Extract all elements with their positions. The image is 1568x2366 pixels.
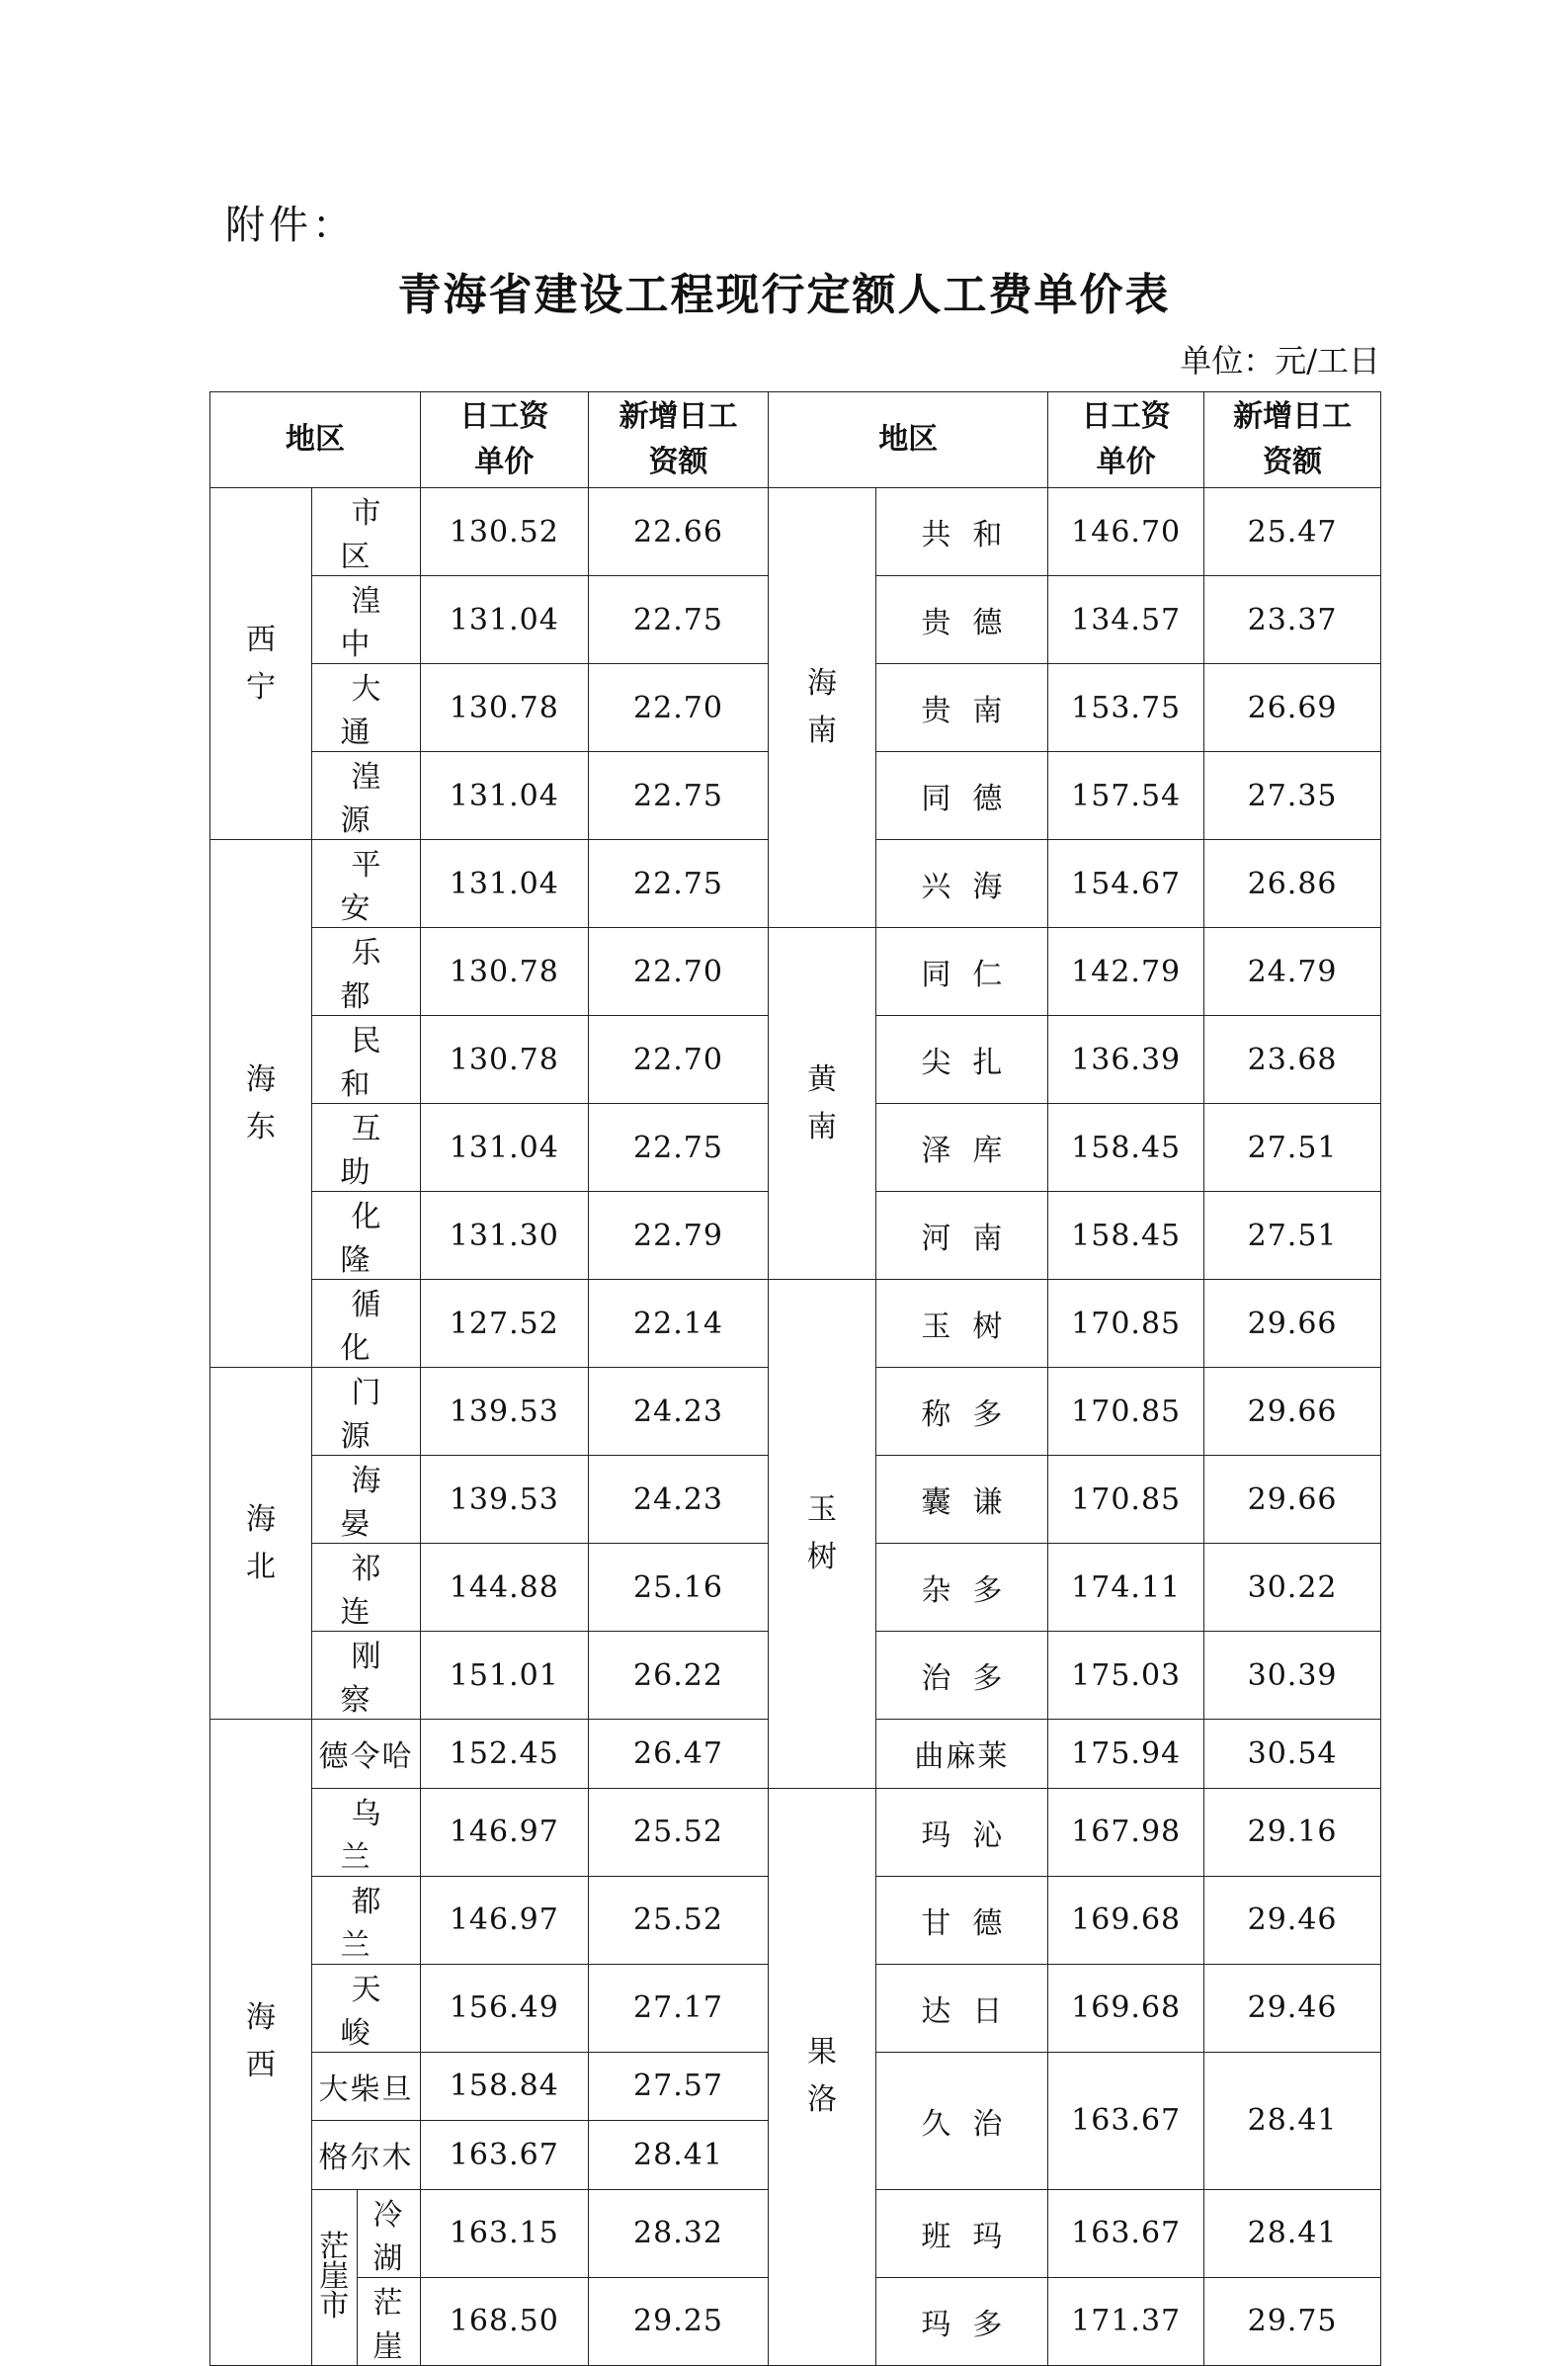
right-extra: 24.79 bbox=[1204, 928, 1381, 1016]
right-extra: 23.37 bbox=[1204, 576, 1381, 664]
left-wage: 139.53 bbox=[421, 1456, 588, 1544]
left-name: 茫崖 bbox=[357, 2277, 420, 2365]
right-wage: 158.45 bbox=[1048, 1192, 1204, 1280]
left-name: 市区 bbox=[311, 488, 420, 576]
right-name: 甘德 bbox=[875, 1876, 1048, 1964]
right-wage: 171.37 bbox=[1048, 2277, 1204, 2365]
left-name: 冷湖 bbox=[357, 2189, 420, 2277]
group-haidong: 海东 bbox=[210, 840, 312, 1368]
left-wage: 127.52 bbox=[421, 1280, 588, 1368]
right-extra: 29.16 bbox=[1204, 1788, 1381, 1876]
left-wage: 146.97 bbox=[421, 1876, 588, 1964]
left-extra: 22.75 bbox=[588, 840, 769, 928]
left-extra: 29.25 bbox=[588, 2277, 769, 2365]
right-name: 达日 bbox=[875, 1964, 1048, 2052]
header-new-wage-left: 新增日工资额 bbox=[588, 392, 769, 488]
left-extra: 22.66 bbox=[588, 488, 769, 576]
right-wage: 146.70 bbox=[1048, 488, 1204, 576]
left-extra: 22.75 bbox=[588, 752, 769, 840]
left-extra: 27.57 bbox=[588, 2052, 769, 2121]
right-wage: 174.11 bbox=[1048, 1544, 1204, 1632]
left-name: 门源 bbox=[311, 1368, 420, 1456]
left-extra: 25.52 bbox=[588, 1876, 769, 1964]
right-wage: 175.03 bbox=[1048, 1632, 1204, 1720]
right-wage: 163.67 bbox=[1048, 2189, 1204, 2277]
left-wage: 130.78 bbox=[421, 664, 588, 752]
right-wage: 169.68 bbox=[1048, 1964, 1204, 2052]
group-hainan: 海南 bbox=[769, 488, 875, 928]
group-mangya: 茫崖市 bbox=[311, 2189, 357, 2365]
table-row bbox=[210, 1788, 1381, 1876]
left-wage: 146.97 bbox=[421, 1788, 588, 1876]
left-name: 海晏 bbox=[311, 1456, 420, 1544]
left-wage: 151.01 bbox=[421, 1632, 588, 1720]
right-extra: 25.47 bbox=[1204, 488, 1381, 576]
left-extra: 28.41 bbox=[588, 2121, 769, 2190]
left-extra: 24.23 bbox=[588, 1368, 769, 1456]
group-xining: 西宁 bbox=[210, 488, 312, 840]
right-extra: 30.39 bbox=[1204, 1632, 1381, 1720]
left-wage: 158.84 bbox=[421, 2052, 588, 2121]
right-extra: 26.86 bbox=[1204, 840, 1381, 928]
table-row bbox=[210, 928, 1381, 1016]
right-name: 共和 bbox=[875, 488, 1048, 576]
left-wage: 131.04 bbox=[421, 576, 588, 664]
right-wage: 170.85 bbox=[1048, 1368, 1204, 1456]
left-extra: 26.22 bbox=[588, 1632, 769, 1720]
left-name: 德令哈 bbox=[311, 1720, 420, 1789]
attachment-label: 附件： bbox=[225, 203, 356, 248]
left-wage: 131.04 bbox=[421, 752, 588, 840]
header-new-wage-right: 新增日工资额 bbox=[1204, 392, 1381, 488]
left-name: 都兰 bbox=[311, 1876, 420, 1964]
right-extra: 29.75 bbox=[1204, 2277, 1381, 2365]
group-yushu: 玉树 bbox=[769, 1280, 875, 1789]
right-wage: 170.85 bbox=[1048, 1456, 1204, 1544]
left-wage: 144.88 bbox=[421, 1544, 588, 1632]
header-region-left: 地区 bbox=[210, 392, 421, 488]
right-wage: 142.79 bbox=[1048, 928, 1204, 1016]
left-name: 祁连 bbox=[311, 1544, 420, 1632]
right-name: 玛多 bbox=[875, 2277, 1048, 2365]
right-name: 杂多 bbox=[875, 1544, 1048, 1632]
right-wage: 136.39 bbox=[1048, 1016, 1204, 1104]
group-haixi: 海西 bbox=[210, 1720, 312, 2366]
left-name: 互助 bbox=[311, 1104, 420, 1192]
group-haibei: 海北 bbox=[210, 1368, 312, 1720]
left-wage: 130.78 bbox=[421, 928, 588, 1016]
header-daily-wage-left: 日工资单价 bbox=[421, 392, 588, 488]
right-extra: 29.46 bbox=[1204, 1876, 1381, 1964]
right-extra: 29.66 bbox=[1204, 1456, 1381, 1544]
right-name: 河南 bbox=[875, 1192, 1048, 1280]
left-extra: 28.32 bbox=[588, 2189, 769, 2277]
right-wage: 157.54 bbox=[1048, 752, 1204, 840]
table-row bbox=[210, 1280, 1381, 1368]
right-name: 贵南 bbox=[875, 664, 1048, 752]
right-extra: 30.54 bbox=[1204, 1720, 1381, 1789]
left-extra: 22.75 bbox=[588, 1104, 769, 1192]
header-region-right: 地区 bbox=[769, 392, 1048, 488]
right-wage: 153.75 bbox=[1048, 664, 1204, 752]
right-wage: 167.98 bbox=[1048, 1788, 1204, 1876]
left-extra: 27.17 bbox=[588, 1964, 769, 2052]
right-wage: 158.45 bbox=[1048, 1104, 1204, 1192]
left-extra: 22.75 bbox=[588, 576, 769, 664]
right-extra: 29.66 bbox=[1204, 1280, 1381, 1368]
left-name: 大柴旦 bbox=[311, 2052, 420, 2121]
right-name: 贵德 bbox=[875, 576, 1048, 664]
right-name: 尖扎 bbox=[875, 1016, 1048, 1104]
left-extra: 22.70 bbox=[588, 928, 769, 1016]
right-extra: 27.35 bbox=[1204, 752, 1381, 840]
left-extra: 25.16 bbox=[588, 1544, 769, 1632]
right-extra: 29.66 bbox=[1204, 1368, 1381, 1456]
left-name: 化隆 bbox=[311, 1192, 420, 1280]
right-name: 玉树 bbox=[875, 1280, 1048, 1368]
group-huangnan: 黄南 bbox=[769, 928, 875, 1280]
left-name: 民和 bbox=[311, 1016, 420, 1104]
left-wage: 168.50 bbox=[421, 2277, 588, 2365]
left-name: 平安 bbox=[311, 840, 420, 928]
left-wage: 131.04 bbox=[421, 1104, 588, 1192]
left-extra: 22.70 bbox=[588, 664, 769, 752]
left-name: 循化 bbox=[311, 1280, 420, 1368]
right-name: 曲麻莱 bbox=[875, 1720, 1048, 1789]
left-extra: 22.70 bbox=[588, 1016, 769, 1104]
left-name: 天峻 bbox=[311, 1964, 420, 2052]
left-extra: 22.14 bbox=[588, 1280, 769, 1368]
left-wage: 131.04 bbox=[421, 840, 588, 928]
right-extra: 28.41 bbox=[1204, 2189, 1381, 2277]
right-wage: 154.67 bbox=[1048, 840, 1204, 928]
right-wage: 134.57 bbox=[1048, 576, 1204, 664]
left-name: 湟中 bbox=[311, 576, 420, 664]
group-guoluo: 果洛 bbox=[769, 1788, 875, 2365]
left-wage: 152.45 bbox=[421, 1720, 588, 1789]
left-wage: 130.52 bbox=[421, 488, 588, 576]
right-name: 同德 bbox=[875, 752, 1048, 840]
left-extra: 26.47 bbox=[588, 1720, 769, 1789]
header-daily-wage-right: 日工资单价 bbox=[1048, 392, 1204, 488]
right-name: 玛沁 bbox=[875, 1788, 1048, 1876]
right-name: 治多 bbox=[875, 1632, 1048, 1720]
right-wage: 175.94 bbox=[1048, 1720, 1204, 1789]
header-row bbox=[210, 392, 1381, 488]
table-row bbox=[210, 488, 1381, 576]
right-extra: 26.69 bbox=[1204, 664, 1381, 752]
left-wage: 156.49 bbox=[421, 1964, 588, 2052]
right-extra: 23.68 bbox=[1204, 1016, 1381, 1104]
right-name: 称多 bbox=[875, 1368, 1048, 1456]
right-extra: 27.51 bbox=[1204, 1192, 1381, 1280]
wage-table bbox=[209, 391, 1381, 2366]
left-wage: 163.67 bbox=[421, 2121, 588, 2190]
left-name: 乐都 bbox=[311, 928, 420, 1016]
left-name: 乌兰 bbox=[311, 1788, 420, 1876]
unit-note: 单位：元/工日 bbox=[1180, 342, 1380, 380]
right-name: 班玛 bbox=[875, 2189, 1048, 2277]
right-name: 兴海 bbox=[875, 840, 1048, 928]
left-extra: 25.52 bbox=[588, 1788, 769, 1876]
left-name: 大通 bbox=[311, 664, 420, 752]
left-wage: 139.53 bbox=[421, 1368, 588, 1456]
right-name: 同仁 bbox=[875, 928, 1048, 1016]
left-wage: 163.15 bbox=[421, 2189, 588, 2277]
right-extra: 29.46 bbox=[1204, 1964, 1381, 2052]
left-name: 湟源 bbox=[311, 752, 420, 840]
right-name: 泽库 bbox=[875, 1104, 1048, 1192]
right-extra: 27.51 bbox=[1204, 1104, 1381, 1192]
document-title: 青海省建设工程现行定额人工费单价表 bbox=[397, 270, 1171, 320]
right-name: 久治 bbox=[875, 2052, 1048, 2189]
left-extra: 24.23 bbox=[588, 1456, 769, 1544]
right-extra: 28.41 bbox=[1204, 2052, 1381, 2189]
right-wage: 163.67 bbox=[1048, 2052, 1204, 2189]
right-wage: 169.68 bbox=[1048, 1876, 1204, 1964]
right-name: 囊谦 bbox=[875, 1456, 1048, 1544]
left-wage: 131.30 bbox=[421, 1192, 588, 1280]
left-name: 格尔木 bbox=[311, 2121, 420, 2190]
left-wage: 130.78 bbox=[421, 1016, 588, 1104]
right-wage: 170.85 bbox=[1048, 1280, 1204, 1368]
left-extra: 22.79 bbox=[588, 1192, 769, 1280]
left-name: 刚察 bbox=[311, 1632, 420, 1720]
right-extra: 30.22 bbox=[1204, 1544, 1381, 1632]
